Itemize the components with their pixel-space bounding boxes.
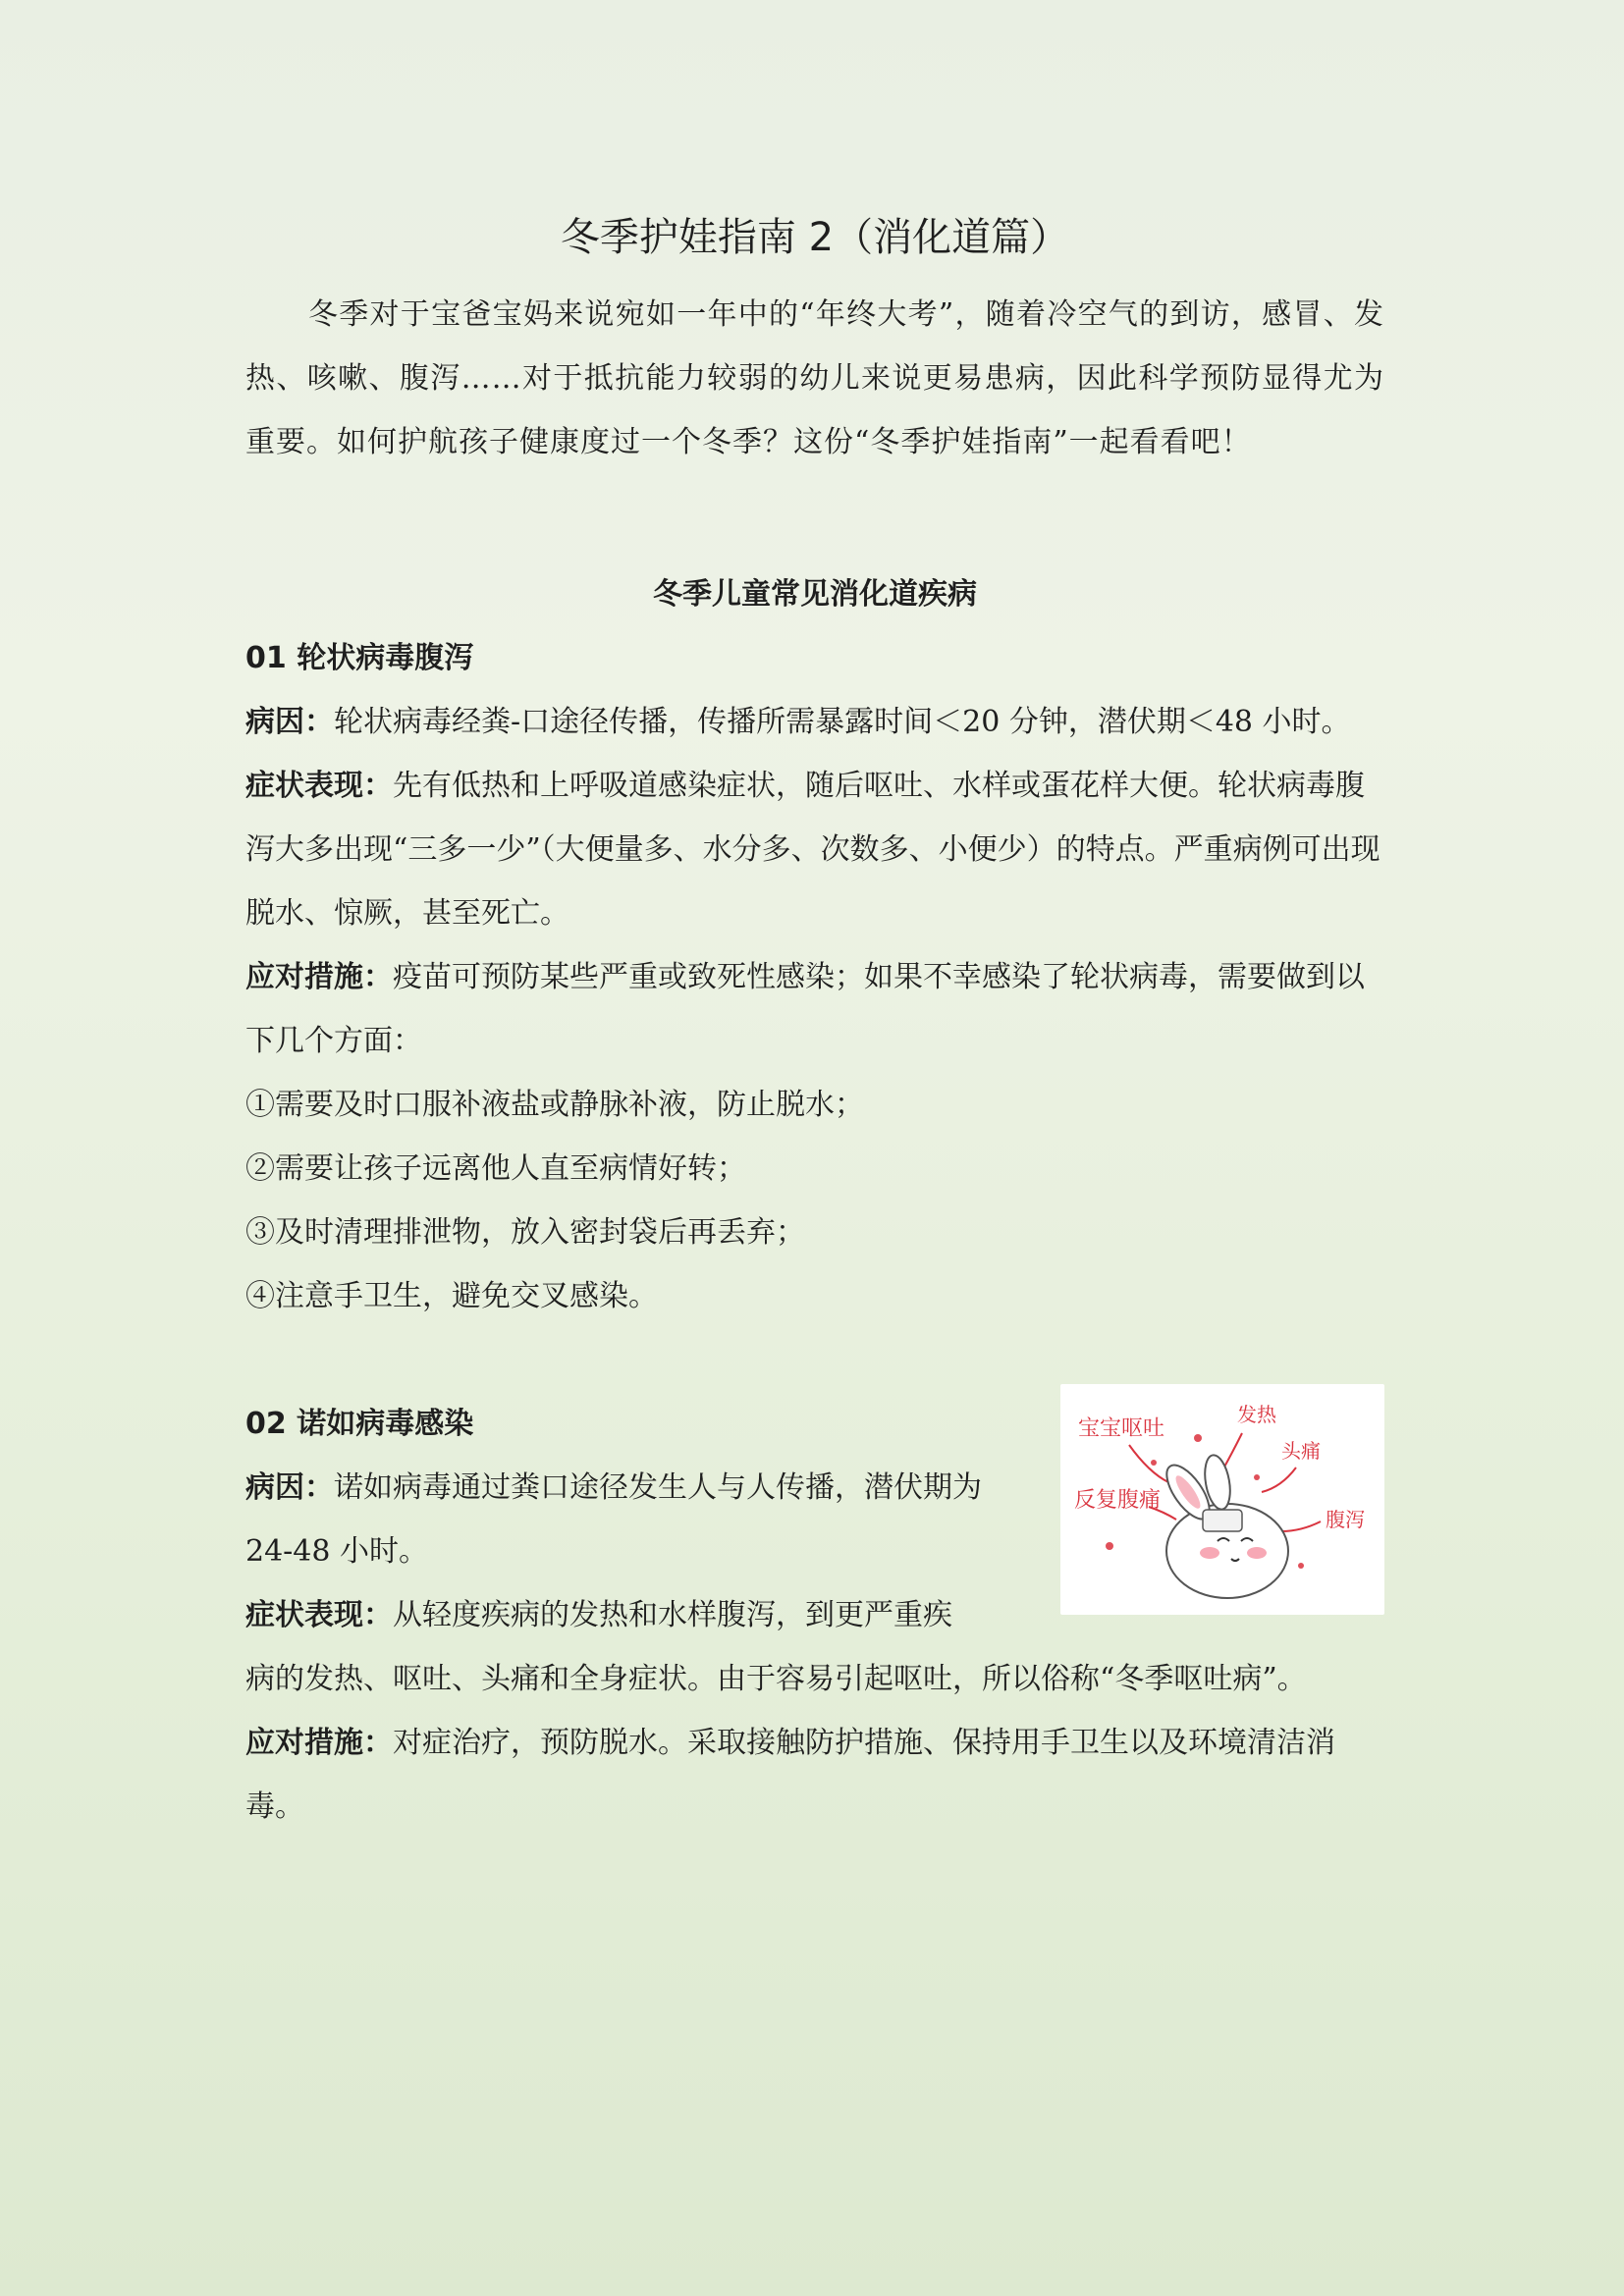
arrow-icon (1149, 1507, 1176, 1520)
measure-text: 对症治疗，预防脱水。采取接触防护措施、保持用手卫生以及环境清洁消毒。 (245, 1726, 1335, 1824)
ice-pack-icon (1203, 1510, 1242, 1531)
illustration-label: 宝宝呕吐 (1078, 1416, 1165, 1441)
disease-norovirus (245, 1392, 1384, 1839)
symptom-text: 先有低热和上呼吸道感染症状，随后呕吐、水样或蛋花样大便。轮状病毒腹泻大多出现“三多一少”（大便量多、水分多、次数多、小便少）的特点。严重病例可出现脱水、惊厥，甚至死亡。 (245, 769, 1380, 931)
symptom-text: 从轻度疾病的发热和水样腹泻，到更严重疾 (393, 1598, 952, 1632)
measure-paragraph (245, 1711, 1384, 1839)
arrow-icon (1222, 1433, 1242, 1470)
cause-text: 轮状病毒经粪-口途径传播，传播所需暴露时间＜20 分钟，潜伏期＜48 小时。 (334, 705, 1351, 739)
page-title: 冬季护娃指南 2（消化道篇） (560, 215, 1070, 260)
symptom-label: 症状表现： (245, 1598, 393, 1632)
step-item: ④注意手卫生，避免交叉感染。 (245, 1279, 658, 1313)
step-item: ②需要让孩子远离他人直至病情好转； (245, 1151, 746, 1186)
arrow-icon (1281, 1522, 1321, 1531)
section-title: 冬季儿童常见消化道疾病 (653, 577, 977, 612)
symptom-paragraph (245, 754, 1384, 945)
arrow-icon (1129, 1445, 1168, 1482)
intro-paragraph: 冬季对于宝爸宝妈来说宛如一年中的“年终大考”，随着冷空气的到访，感冒、发热、咳嗽、腹泻……对于抵抗能力较弱的幼儿来说更易患病，因此科学预防显得尤为重要。如何护航孩子健康度过一个冬季？这份“冬季护娃指南”一起看看吧！ (245, 297, 1384, 459)
cause-text: 诺如病毒通过粪口途径发生人与人传播，潜伏期为 24-48 小时。 (245, 1470, 982, 1569)
cause-paragraph (245, 690, 1384, 754)
bunny-cheek-icon (1200, 1547, 1219, 1559)
step-item: ①需要及时口服补液盐或静脉补液，防止脱水； (245, 1088, 864, 1122)
illustration-svg (1060, 1384, 1384, 1615)
measure-label: 应对措施： (245, 960, 393, 994)
measure-paragraph (245, 945, 1384, 1073)
cause-paragraph (245, 1456, 1031, 1583)
cause-label: 病因： (245, 1470, 334, 1505)
disease-heading: 02 诺如病毒感染 (245, 1407, 474, 1441)
symptom-paragraph-line2: 病的发热、呕吐、头痛和全身症状。由于容易引起呕吐，所以俗称“冬季呕吐病”。 (245, 1662, 1307, 1696)
document-page (245, 206, 1384, 1839)
sick-bunny-illustration (1060, 1384, 1384, 1615)
spacer (245, 1328, 1384, 1392)
measure-label: 应对措施： (245, 1726, 393, 1760)
disease-rotavirus (245, 626, 1384, 1328)
illustration-label: 反复腹痛 (1074, 1488, 1162, 1513)
symptom-paragraph-line1 (245, 1583, 1031, 1647)
disease-heading: 01 轮状病毒腹泻 (245, 641, 474, 675)
illustration-label: 头痛 (1281, 1439, 1321, 1463)
illustration-label: 腹泻 (1326, 1508, 1365, 1531)
symptom-label: 症状表现： (245, 769, 393, 803)
cause-label: 病因： (245, 705, 334, 739)
measure-text: 疫苗可预防某些严重或致死性感染；如果不幸感染了轮状病毒，需要做到以下几个方面： (245, 960, 1365, 1058)
arrow-icon (1262, 1468, 1296, 1492)
step-item: ③及时清理排泄物，放入密封袋后再丢弃； (245, 1215, 805, 1250)
bunny-cheek-icon (1247, 1547, 1267, 1559)
illustration-label: 发热 (1237, 1403, 1276, 1426)
